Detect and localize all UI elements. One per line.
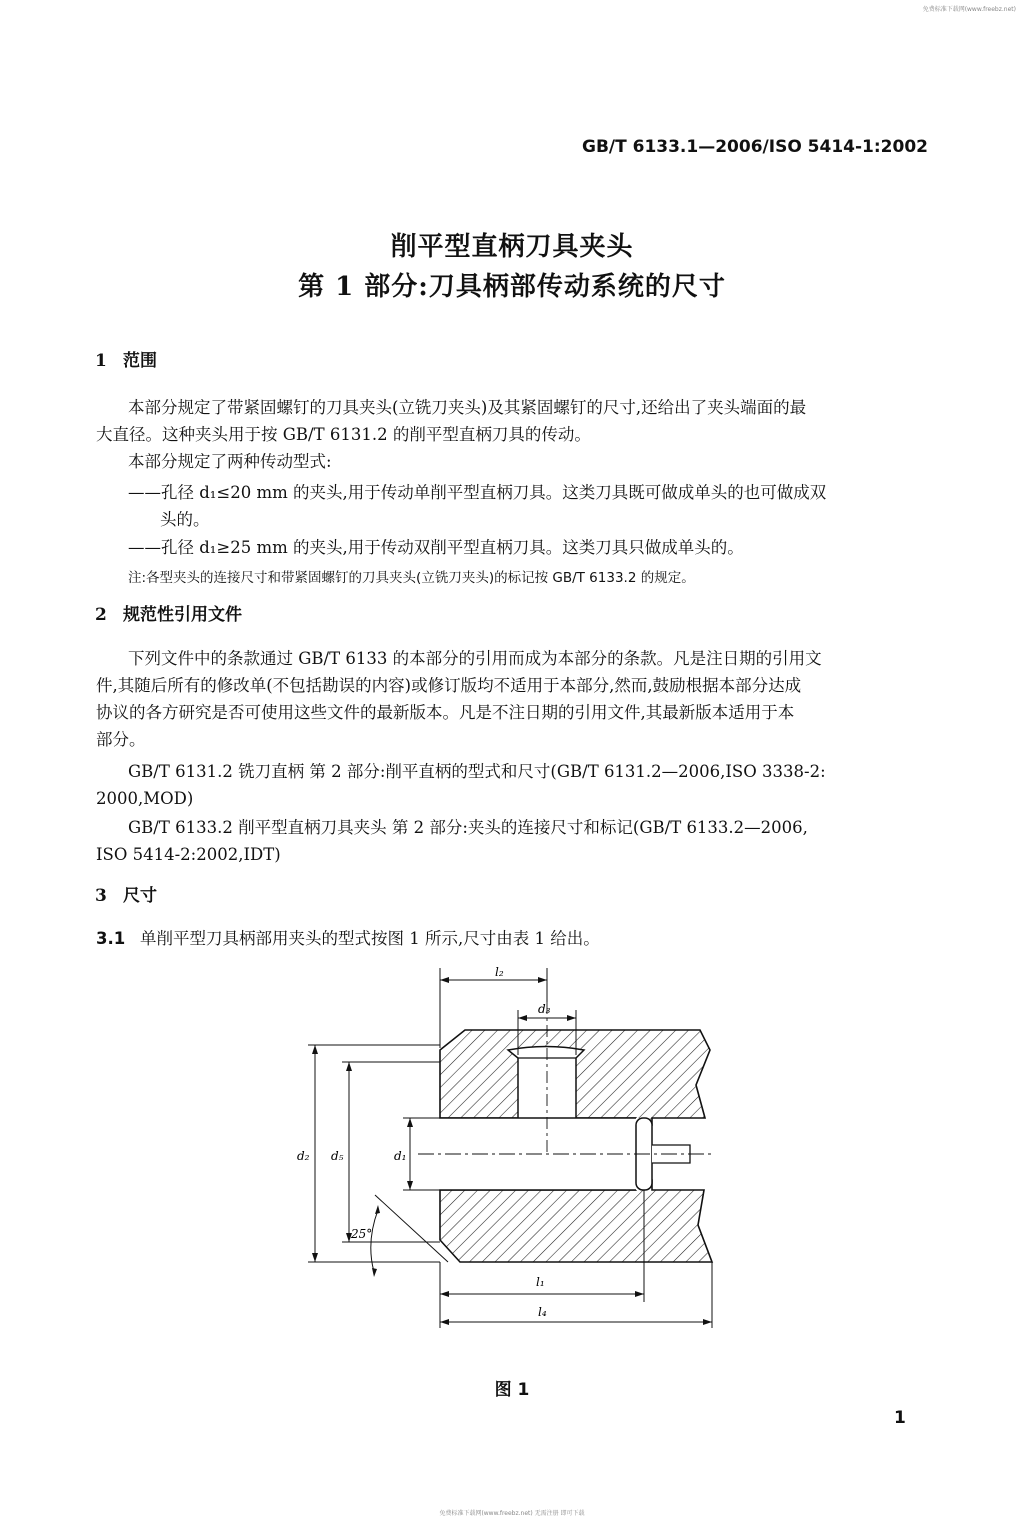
- dim-label-d3: d₃: [538, 1002, 551, 1016]
- paragraph-line: 件,其随后所有的修改单(不包括勘误的内容)或修订版均不适用于本部分,然而,鼓励根据本部分达成: [96, 676, 802, 695]
- dim-label-d1: d₁: [394, 1149, 407, 1163]
- dim-label-d5: d₅: [331, 1149, 344, 1163]
- paragraph-line: 本部分规定了两种传动型式:: [128, 452, 332, 471]
- subsection-number: 3.1: [96, 929, 126, 948]
- watermark-top: 免费标准下载网(www.freebz.net): [922, 6, 1016, 13]
- note: 注:各型夹头的连接尺寸和带紧固螺钉的刀具夹头(立铣刀夹头)的标记按 GB/T 6133.2 的规定。: [128, 570, 695, 586]
- doc-title-line2: 第 1 部分:刀具柄部传动系统的尺寸: [298, 272, 726, 302]
- standard-number: GB/T 6133.1—2006/ISO 5414-1:2002: [581, 137, 928, 157]
- section-title: 规范性引用文件: [123, 605, 242, 625]
- section-title: 范围: [123, 351, 157, 371]
- paragraph-line: 部分。: [96, 730, 146, 749]
- list-item: ——孔径 d₁≥25 mm 的夹头,用于传动双削平型直柄刀具。这类刀具只做成单头的。: [128, 538, 744, 557]
- subsection-text: 单削平型刀具柄部用夹头的型式按图 1 所示,尺寸由表 1 给出。: [140, 929, 600, 948]
- page-number: 1: [894, 1408, 906, 1428]
- dim-label-d2: d₂: [297, 1149, 310, 1163]
- figure-1-drawing: [280, 955, 740, 1335]
- dim-label-l4: l₄: [538, 1305, 547, 1319]
- section-1-heading: [95, 346, 157, 371]
- reference-line: ISO 5414-2:2002,IDT): [96, 845, 281, 864]
- section-title: 尺寸: [123, 886, 157, 906]
- dim-label-l2: l₂: [495, 965, 504, 979]
- section-number: 1: [95, 351, 107, 371]
- subsection-3-1: [96, 925, 600, 952]
- reference-line: GB/T 6133.2 削平型直柄刀具夹头 第 2 部分:夹头的连接尺寸和标记(GB/T 6133.2—2006,: [128, 818, 808, 837]
- angle-label: 25°: [351, 1227, 373, 1241]
- section-number: 3: [95, 886, 107, 906]
- section-number: 2: [95, 605, 107, 625]
- section-3-heading: [95, 881, 157, 906]
- dim-label-l1: l₁: [536, 1275, 545, 1289]
- paragraph-line: 下列文件中的条款通过 GB/T 6133 的本部分的引用而成为本部分的条款。凡是注日期的引用文: [128, 649, 822, 668]
- figure-caption: 图 1: [494, 1380, 530, 1400]
- paragraph-line: 大直径。这种夹头用于按 GB/T 6131.2 的削平型直柄刀具的传动。: [96, 425, 591, 444]
- list-item-continuation: 头的。: [160, 510, 210, 529]
- paragraph-line: 协议的各方研究是否可使用这些文件的最新版本。凡是不注日期的引用文件,其最新版本适用于本: [96, 703, 795, 722]
- screw-hole: [508, 1047, 584, 1130]
- paragraph-line: 本部分规定了带紧固螺钉的刀具夹头(立铣刀夹头)及其紧固螺钉的尺寸,还给出了夹头端面的最: [128, 398, 807, 417]
- doc-title-line1: 削平型直柄刀具夹头: [390, 232, 634, 262]
- watermark-bottom: 免费标准下载网(www.freebz.net) 无需注册 即可下载: [439, 1510, 585, 1517]
- section-2-heading: [95, 600, 242, 625]
- reference-line: GB/T 6131.2 铣刀直柄 第 2 部分:削平直柄的型式和尺寸(GB/T 6131.2—2006,ISO 3338-2:: [128, 762, 826, 781]
- reference-line: 2000,MOD): [96, 789, 194, 808]
- holder-lower-section: [440, 1180, 712, 1262]
- list-item: ——孔径 d₁≤20 mm 的夹头,用于传动单削平型直柄刀具。这类刀具既可做成单头的也可做成双: [128, 483, 827, 502]
